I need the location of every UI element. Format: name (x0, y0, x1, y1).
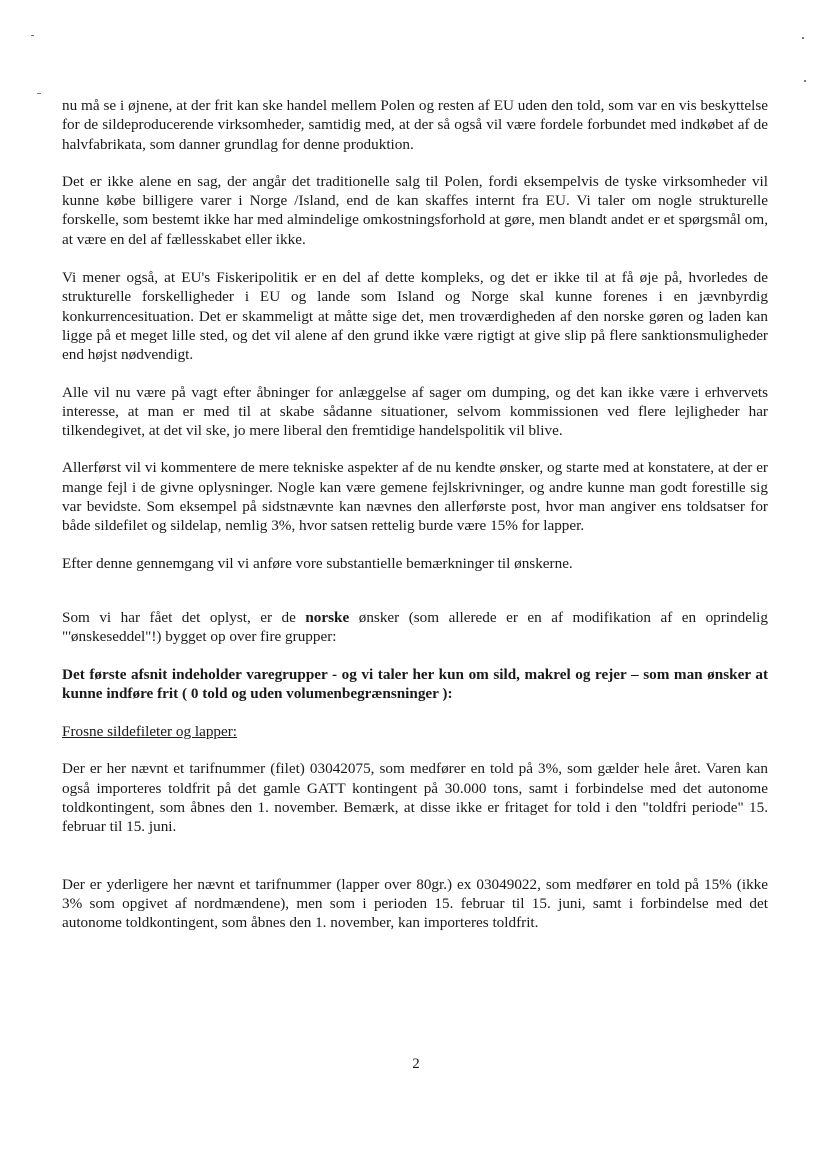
scan-speck (804, 80, 806, 82)
scan-speck (802, 37, 804, 39)
paragraph-dumping: Alle vil nu være på vagt efter åbninger for anlæggelse af sager om dumping, og det kan ikke være i erhvervets interesse, at man er med til at skabe sådanne situationer, selvom kommissionen ved flere lejligheder har tilkendegivet, at det vil ske, jo mere liberal den fremtidige handelspolitik vil blive. (62, 383, 768, 440)
page-number: 2 (412, 1056, 420, 1072)
paragraph-tariff-lapper: Der er yderligere her nævnt et tarifnummer (lapper over 80gr.) ex 03049022, som medfører en told på 15% (ikke 3% som opgivet af nordmændene), men som i perioden 15. februar til 15. juni, samt i forbindelse med det autonome toldkontingent, som åbnes den 1. november, kan importeres toldfrit. (62, 875, 768, 932)
paragraph-fisheries-policy: Vi mener også, at EU's Fiskeripolitik er en del af dette kompleks, og det er ikke til at få øje på, hvorledes de strukturelle forskelligheder i EU og lande som Island og Norge skal kunne forenes i en jævnbyrdig konkurrencesituation. Det er skammeligt at måtte sige det, men troværdigheden af den norske gøren og laden kan ligge på et meget lille sted, og det vil alene af den grund ikke være rigtigt at give slip på flere sanktionsmuligheder end højst nødvendigt. (62, 269, 768, 364)
norwegian-wishes-bold-word: norske (305, 608, 350, 626)
paragraph-structural-differences: Det er ikke alene en sag, der angår det traditionelle salg til Polen, fordi eksempelvis de tyske virksomheder vil kunne købe billigere varer i Norge /Island, end de kan skaffes internt fra EU. Vi taler om nogle strukturelle forskelle, som bestemt ikke har med almindelige omkostningsforhold at gøre, men blandt andet er et spørgsmål om, at være en del af fællesskabet eller ikke. (62, 172, 768, 248)
scan-speck (37, 93, 41, 94)
paragraph-substantive-remarks: Efter denne gennemgang vil vi anføre vore substantielle bemærkninger til ønskerne. (62, 554, 573, 572)
paragraph-norwegian-wishes (62, 608, 768, 647)
paragraph-technical-aspects: Allerførst vil vi kommentere de mere tekniske aspekter af de nu kendte ønsker, og starte med at konstatere, at der er mange fejl i de givne oplysninger. Nogle kan være gemene fejlskrivninger, og andre kunne man godt forestille sig var bevidste. Som eksempel på sidstnævnte kan nævnes den allerførste post, hvor man angiver ens toldsatser for både sildefilet og sildelap, nemlig 3%, hvor satsen rettelig burde være 15% for lapper. (62, 459, 768, 535)
paragraph-polen-trade: nu må se i øjnene, at der frit kan ske handel mellem Polen og resten af EU uden den told, som var en vis beskyttelse for de sildeproducerende virksomheder, samtidig med, at der så også vil være fordele forbundet med indkøbet af de halvfabrikata, som danner grundlag for denne produktion. (62, 97, 768, 153)
subheading-frozen-fillets: Frosne sildefileter og lapper: (62, 723, 238, 741)
norwegian-wishes-text-before: Som vi har fået det oplyst, er de (62, 608, 306, 626)
section-heading-first: Det første afsnit indeholder varegrupper - og vi taler her kun om sild, makrel og rejer – som man ønsker at kunne indføre frit ( 0 told og uden volumenbegrænsninger ): (62, 665, 768, 702)
paragraph-tariff-fillet: Der er her nævnt et tarifnummer (filet) 03042075, som medfører en told på 3%, som gælder hele året. Varen kan også importeres toldfrit på det gamle GATT kontingent på 30.000 tons, samt i forbindelse med det autonome toldkontingent, som åbnes den 1. november. Bemærk, at disse ikke er fritaget for told i den "toldfri periode" 15. februar til 15. juni. (62, 760, 768, 836)
document-page (62, 96, 768, 933)
scan-speck (31, 35, 34, 36)
norwegian-wishes-text-after: ønsker (som allerede er en af modifikation af en oprindelig "'ønskeseddel"!) bygget op over fire grupper: (62, 608, 768, 646)
